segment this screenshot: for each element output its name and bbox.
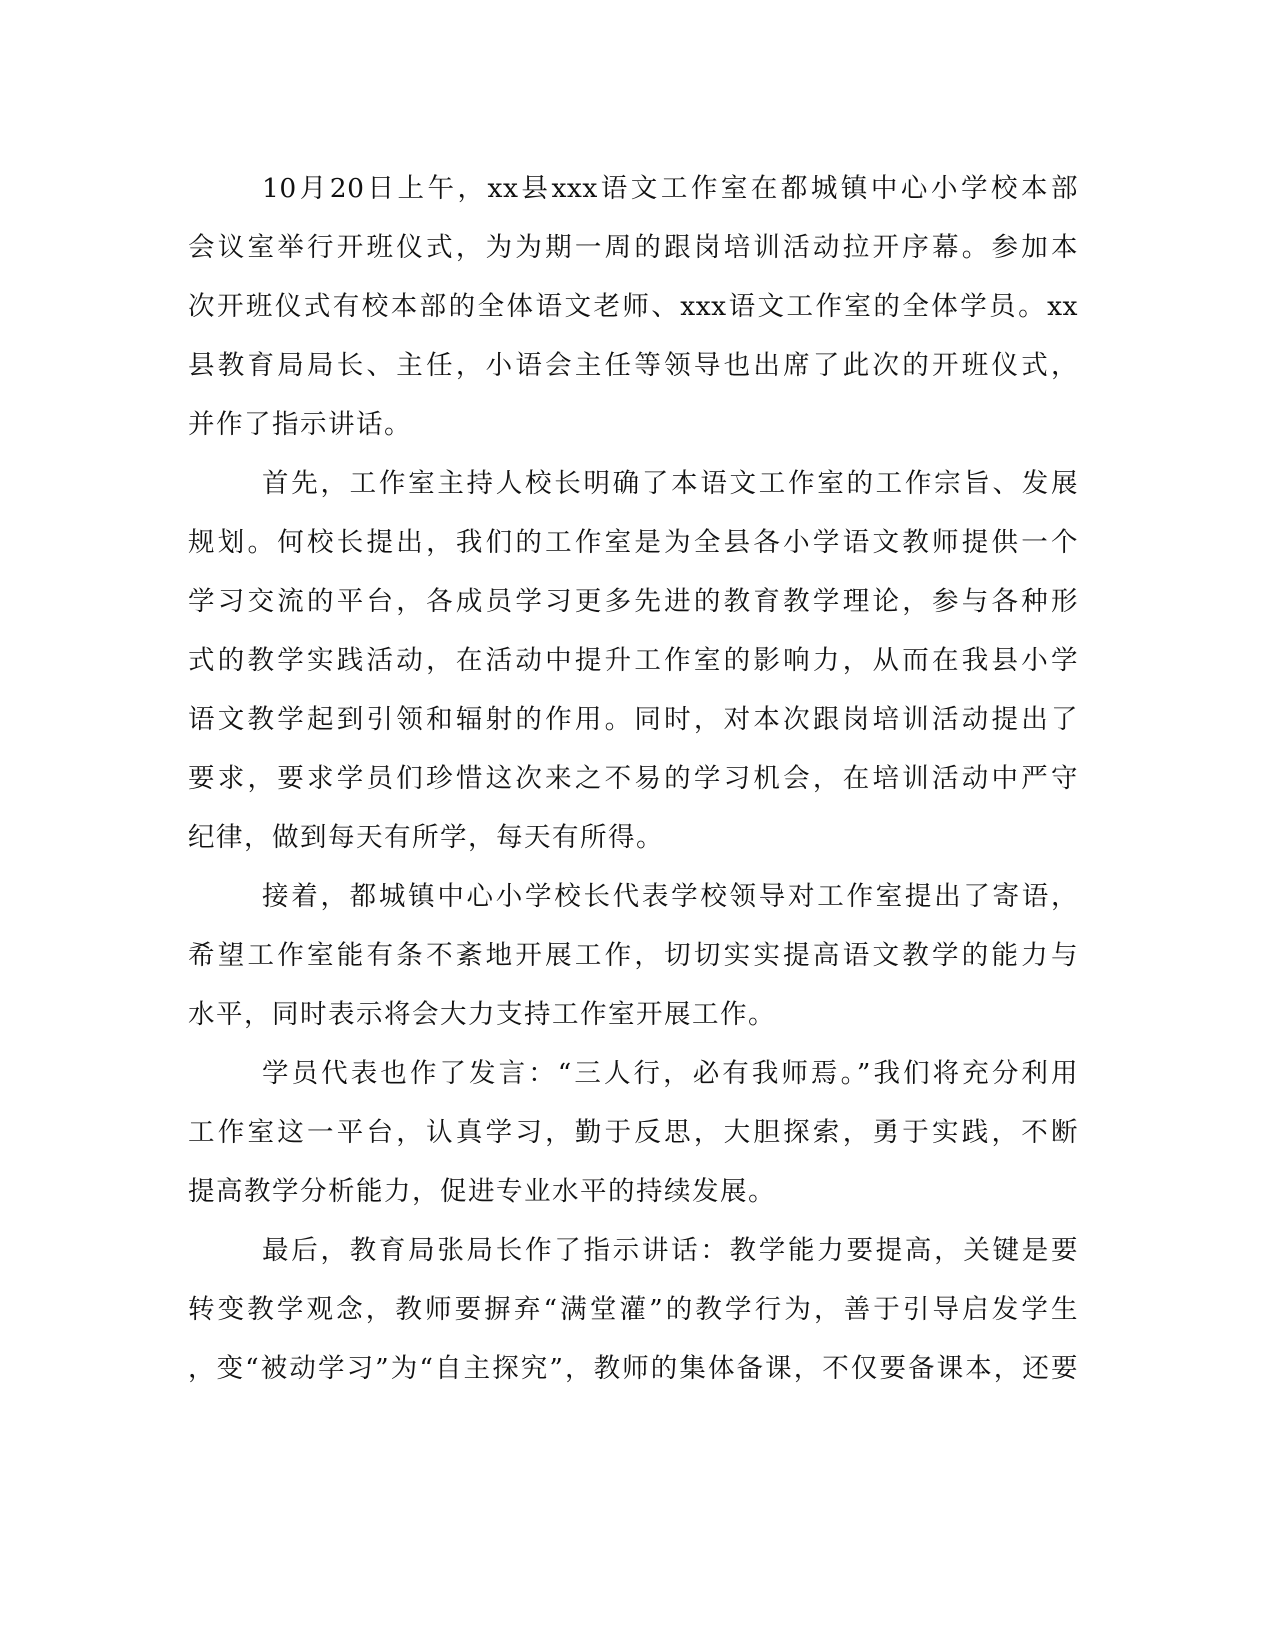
paragraph-2-line-7: 纪律，做到每天有所学，每天有所得。 [188,822,664,853]
paragraph-4-line-1: 学员代表也作了发言：“三人行，必有我师焉。”我们将充分利用 [262,1058,1078,1089]
paragraph-5-line-3: ，变“被动学习”为“自主探究”，教师的集体备课，不仅要备课本，还要 [188,1353,1078,1384]
paragraph-2-line-1: 首先，工作室主持人校长明确了本语文工作室的工作宗旨、发展 [262,468,1078,499]
paragraph-4-line-3: 提高教学分析能力，促进专业水平的持续发展。 [188,1176,776,1207]
paragraph-1-line-3: 次开班仪式有校本部的全体语文老师、xxx语文工作室的全体学员。xx [188,291,1078,322]
paragraph-1-line-2: 会议室举行开班仪式，为为期一周的跟岗培训活动拉开序幕。参加本 [188,232,1078,263]
paragraph-3-line-2: 希望工作室能有条不紊地开展工作，切切实实提高语文教学的能力与 [188,940,1078,971]
paragraph-5-line-1: 最后，教育局张局长作了指示讲话：教学能力要提高，关键是要 [262,1235,1078,1266]
paragraph-3-line-3: 水平，同时表示将会大力支持工作室开展工作。 [188,999,776,1030]
paragraph-1-line-5: 并作了指示讲话。 [188,409,412,440]
paragraph-1-line-1: 10月20日上午，xx县xxx语文工作室在都城镇中心小学校本部 [262,173,1078,204]
paragraph-2-line-2: 规划。何校长提出，我们的工作室是为全县各小学语文教师提供一个 [188,527,1078,558]
paragraph-2-line-5: 语文教学起到引领和辐射的作用。同时，对本次跟岗培训活动提出了 [188,704,1078,735]
paragraph-4-line-2: 工作室这一平台，认真学习，勤于反思，大胆探索，勇于实践，不断 [188,1117,1078,1148]
paragraph-1-line-4: 县教育局局长、主任，小语会主任等领导也出席了此次的开班仪式， [188,350,1078,381]
paragraph-5-line-2: 转变教学观念，教师要摒弃“满堂灌”的教学行为，善于引导启发学生 [188,1294,1078,1325]
paragraph-2-line-3: 学习交流的平台，各成员学习更多先进的教育教学理论，参与各种形 [188,586,1078,617]
paragraph-3-line-1: 接着，都城镇中心小学校长代表学校领导对工作室提出了寄语， [262,881,1078,912]
paragraph-2-line-6: 要求，要求学员们珍惜这次来之不易的学习机会，在培训活动中严守 [188,763,1078,794]
paragraph-2-line-4: 式的教学实践活动，在活动中提升工作室的影响力，从而在我县小学 [188,645,1078,676]
